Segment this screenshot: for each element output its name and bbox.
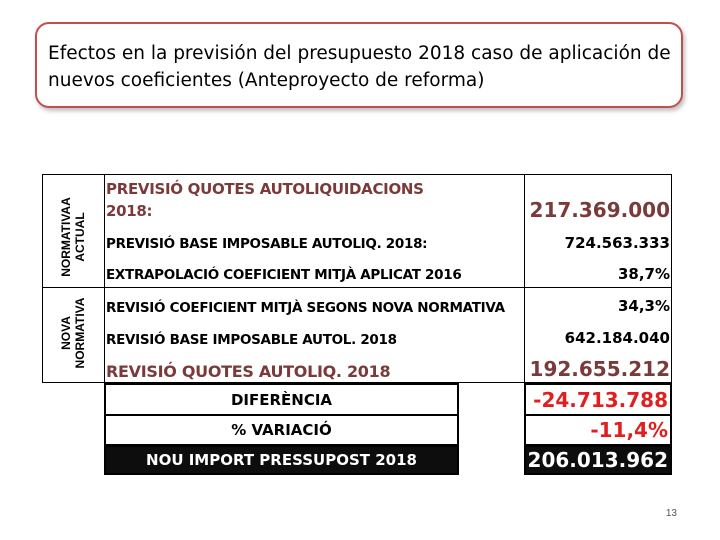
- new-budget-label: NOU IMPORT PRESSUPOST 2018: [104, 445, 459, 475]
- new-budget-value: 206.013.962: [524, 445, 672, 475]
- section-label: NOVA: [59, 316, 73, 350]
- section-nova-normativa: [59, 292, 89, 374]
- slide-title: Efectos en la previsión del presupuesto 2018 caso de aplicación de nuevos coeficientes (Anteproyecto de reforma): [48, 43, 671, 91]
- row-value: 724.563.333: [564, 234, 670, 252]
- section-label: ACTUAL: [73, 212, 87, 262]
- row-label: PREVISIÓ BASE IMPOSABLE AUTOLIQ. 2018:: [106, 236, 428, 252]
- section-label: NORMATIVA: [73, 297, 87, 369]
- divider: [524, 175, 525, 382]
- variation-label: % VARIACIÓ: [104, 414, 459, 446]
- section-normativa-actual: [59, 187, 89, 287]
- row-label: EXTRAPOLACIÓ COEFICIENT MITJÀ APLICAT 2016: [106, 267, 462, 283]
- row-value: 34,3%: [617, 297, 670, 315]
- row-value: 217.369.000: [529, 198, 670, 222]
- difference-value: -24.713.788: [524, 383, 672, 416]
- variation-value: -11,4%: [524, 414, 672, 446]
- page-number: 13: [665, 508, 677, 519]
- divider: [104, 175, 105, 382]
- row-label: REVISIÓ BASE IMPOSABLE AUTOL. 2018: [106, 332, 397, 348]
- row-value: 38,7%: [617, 265, 670, 283]
- divider: [43, 287, 671, 288]
- row-value: 642.184.040: [564, 329, 670, 347]
- section-label: NORMATIVAA: [59, 197, 73, 277]
- row-label: REVISIÓ COEFICIENT MITJÀ SEGONS NOVA NORMATIVA: [106, 300, 505, 316]
- row-label: REVISIÓ QUOTES AUTOLIQ. 2018: [106, 362, 391, 381]
- row-label: PREVISIÓ QUOTES AUTOLIQUIDACIONS 2018:: [106, 180, 424, 220]
- row-value: 192.655.212: [529, 357, 670, 381]
- difference-label: DIFERÈNCIA: [104, 383, 459, 416]
